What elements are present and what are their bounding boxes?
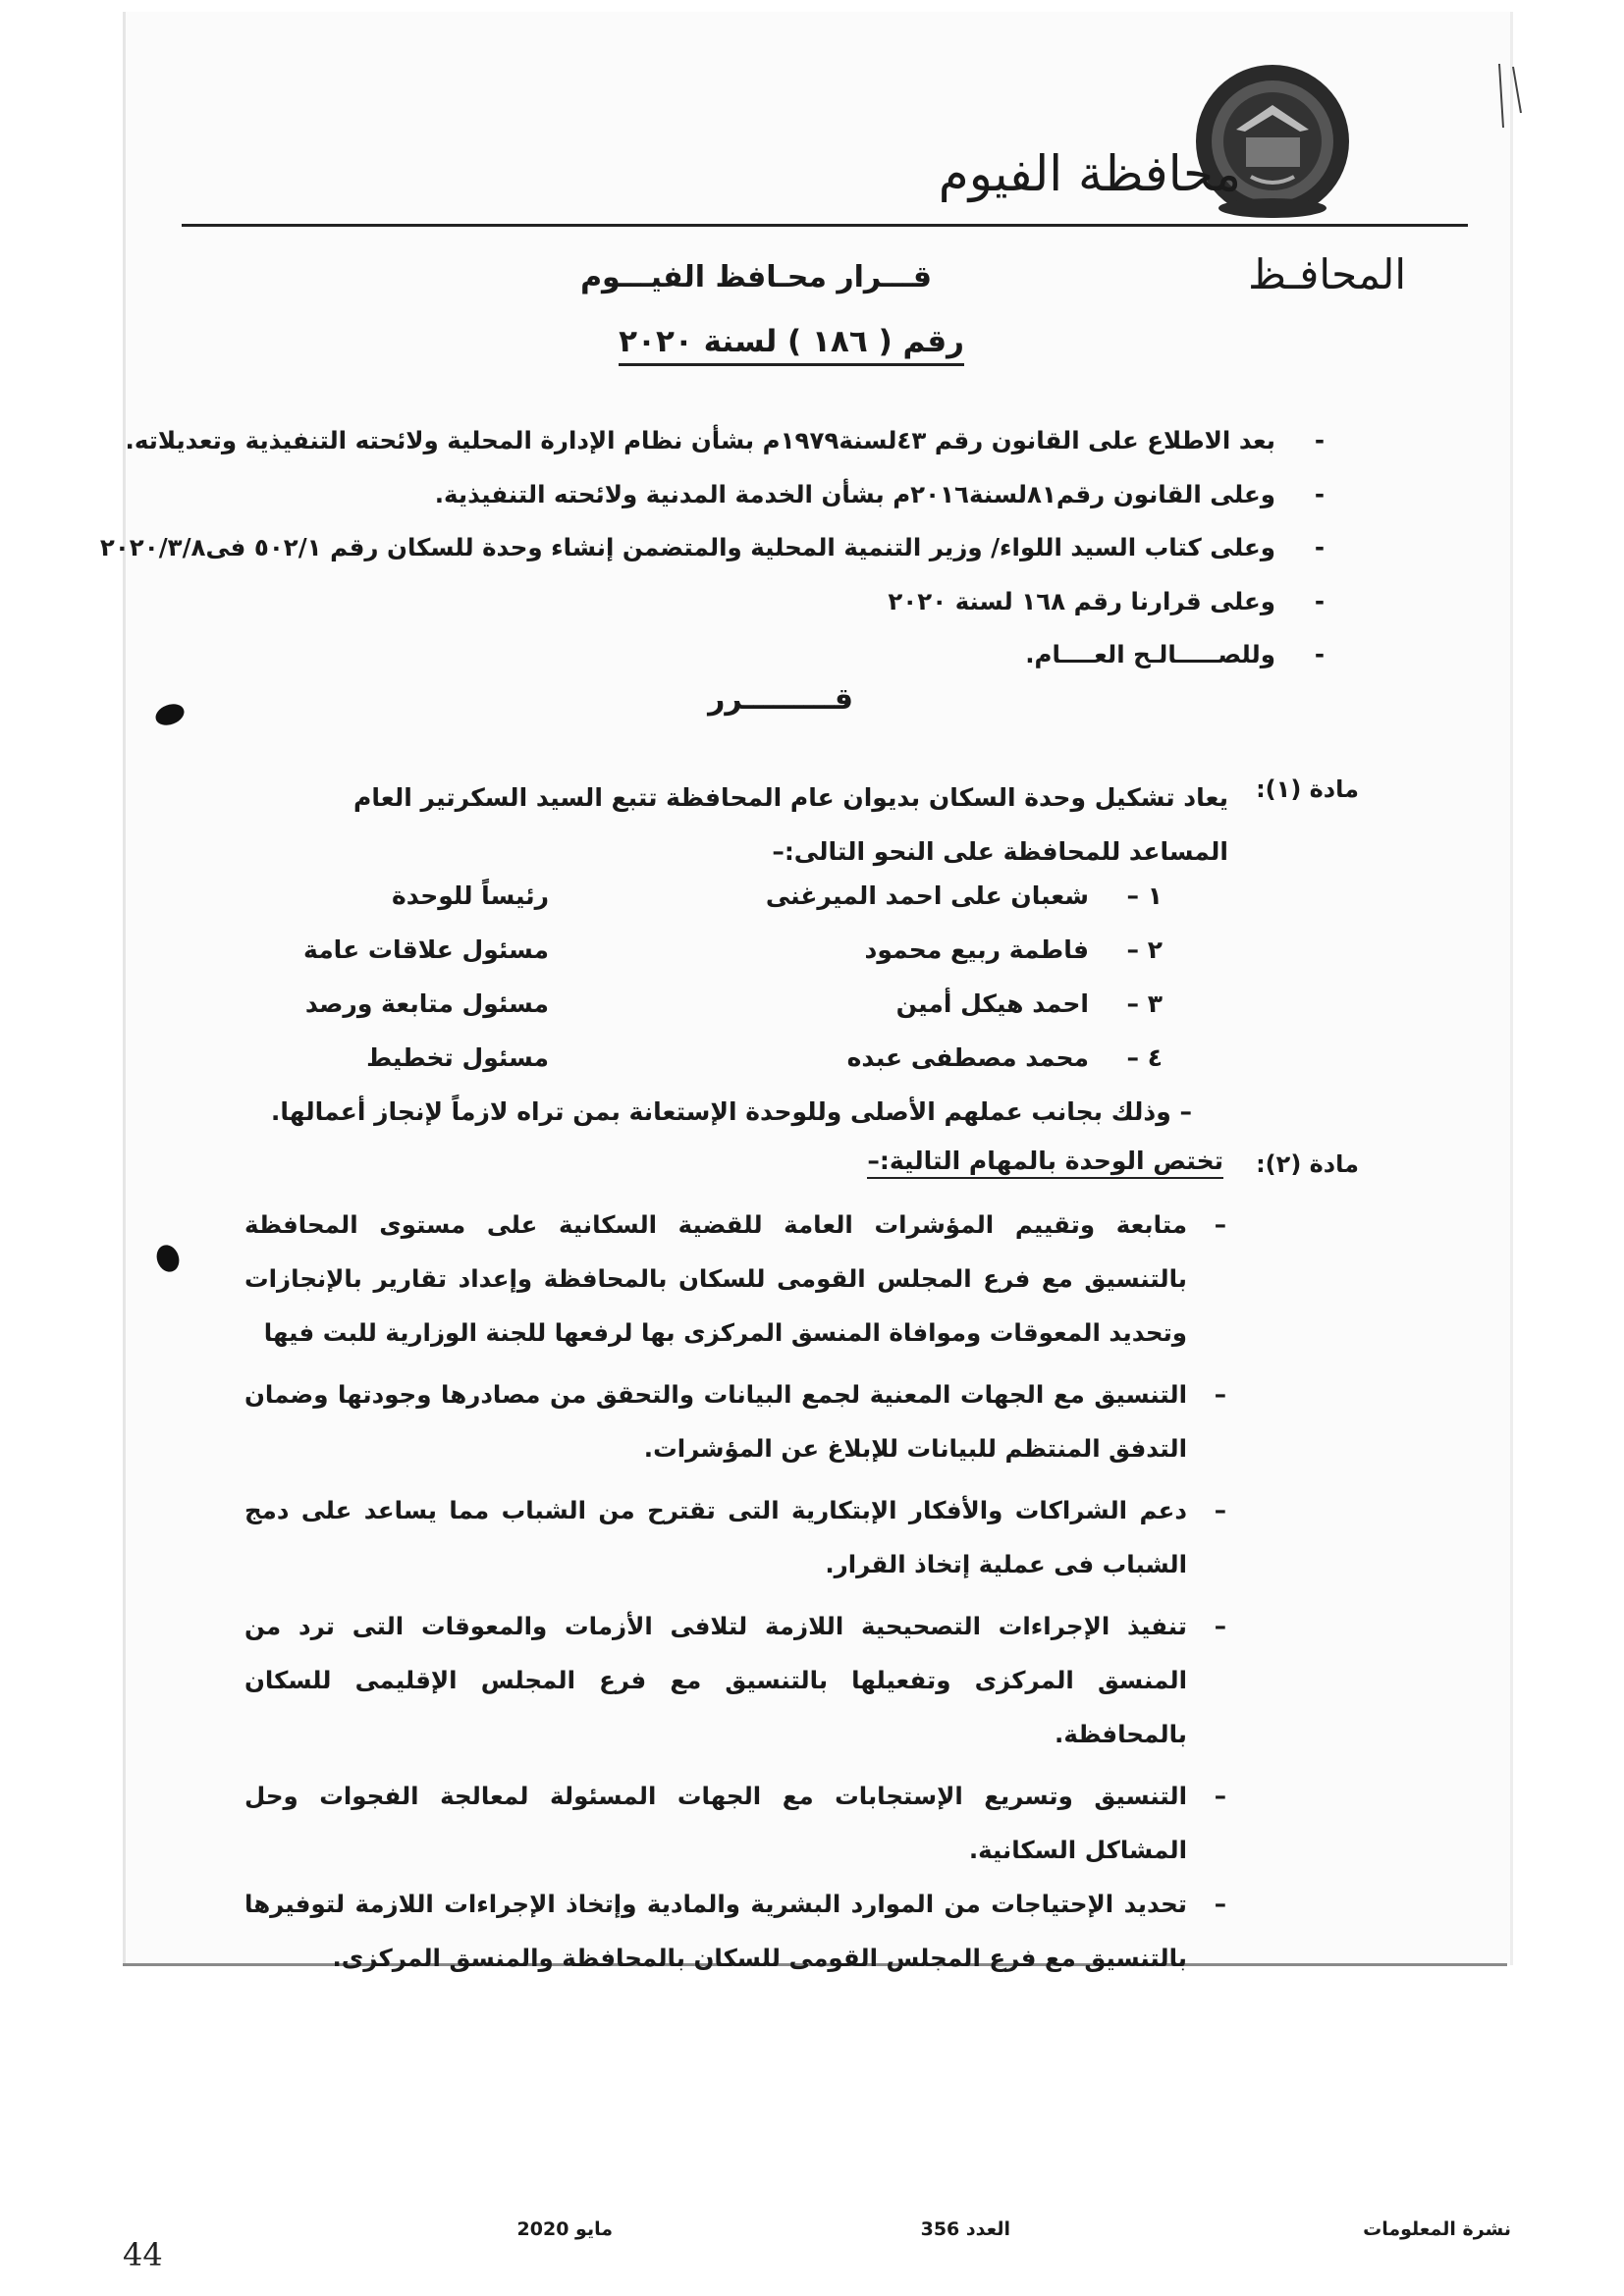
member-name: فاطمة ربيع محمود — [864, 935, 1089, 964]
preamble-item: - وللصـــــالـح العــــام. — [235, 628, 1325, 682]
decides-heading: قـــــــــرر — [708, 682, 853, 717]
preamble-item: - وعلى القانون رقم٨١لسنة٢٠١٦م بشأن الخدمة المدنية ولائحته التنفيذية. — [235, 468, 1325, 522]
member-role: رئيساً للوحدة — [392, 881, 549, 910]
task-item: – التنسيق مع الجهات المعنية لجمع البيانات والتحقق من مصادرها وجودتها وضمان التدفق المنتظم للبيانات للإبلاغ عن المؤشرات. — [244, 1367, 1226, 1475]
task-item: – التنسيق وتسريع الإستجابات مع الجهات المسئولة لمعالجة الفجوات وحل المشاكل السكانية. — [244, 1769, 1226, 1877]
task-item: – تحديد الإحتياجات من الموارد البشرية والمادية وإتخاذ الإجراءات اللازمة لتوفيرها بالتنسيق مع فرع المجلس القومى للسكان بالمحافظة والمنسق المركزى. — [244, 1877, 1226, 1985]
article-2-label: مادة (٢): — [1256, 1150, 1359, 1178]
member-index: ٢ – — [1126, 935, 1163, 964]
governor-title: المحافـظ — [1248, 250, 1406, 298]
footer-date: مايو 2020 — [516, 2218, 613, 2240]
article-2-tasks — [244, 1198, 1226, 1985]
governorate-name: محافظة الفيوم — [938, 145, 1241, 202]
article-2-title: تختص الوحدة بالمهام التالية:– — [867, 1147, 1223, 1179]
member-name: احمد هيكل أمين — [895, 989, 1089, 1018]
decree-number: رقم ( ١٨٦ ) لسنة ٢٠٢٠ — [619, 324, 964, 366]
preamble-item: - وعلى كتاب السيد اللواء/ وزير التنمية المحلية والمتضمن إنشاء وحدة للسكان رقم ٥٠٢/١ فى٢٠٢٠/٣/٨ — [235, 521, 1325, 575]
task-item: – دعم الشراكات والأفكار الإبتكارية التى تقترح من الشباب مما يساعد على دمج الشباب فى عملية إتخاذ القرار. — [244, 1483, 1226, 1591]
article-1-text: يعاد تشكيل وحدة السكان بديوان عام المحافظة تتبع السيد السكرتير العام المساعد للمحافظة على النحو التالى:– — [353, 783, 1228, 866]
member-index: ٤ – — [1126, 1043, 1163, 1072]
handwritten-mark-icon — [1491, 59, 1531, 137]
article-1-note: – وذلك بجانب عملهم الأصلى وللوحدة الإستعانة بمن تراه لازماً لإنجاز أعمالها. — [270, 1097, 1192, 1126]
page-number: 44 — [123, 2236, 163, 2273]
task-item: – متابعة وتقييم المؤشرات العامة للقضية السكانية على مستوى المحافظة بالتنسيق مع فرع المجلس القومى للسكان بالمحافظة وإعداد تقارير بالإنجازات وتحديد المعوقات وموافاة المنسق المركزى بها لرفعها للجنة الوزارية للبت فيها — [244, 1198, 1226, 1360]
footer-publication: نشرة المعلومات — [1363, 2218, 1511, 2240]
member-role: مسئول تخطيط — [366, 1043, 549, 1072]
task-item: – تنفيذ الإجراءات التصحيحية اللازمة لتلافى الأزمات والمعوقات التى ترد من المنسق المركزى وتفعيلها بالتنسيق مع فرع المجلس الإقليمى للسكان بالمحافظة. — [244, 1599, 1226, 1761]
member-role: مسئول متابعة ورصد — [304, 989, 549, 1018]
footer-issue: العدد 356 — [920, 2218, 1010, 2240]
preamble-item: - وعلى قرارنا رقم ١٦٨ لسنة ٢٠٢٠ — [235, 575, 1325, 629]
preamble-item: - بعد الاطلاع على القانون رقم ٤٣لسنة١٩٧٩م بشأن نظام الإدارة المحلية ولائحته التنفيذية وتعديلاته. — [235, 414, 1325, 468]
article-1-label: مادة (١): — [1256, 775, 1359, 803]
preamble-list — [99, 414, 1325, 682]
member-name: شعبان على احمد الميرغنى — [765, 881, 1089, 910]
member-name: محمد مصطفى عبده — [846, 1043, 1089, 1072]
member-index: ٣ – — [1126, 989, 1163, 1018]
decree-title: قـــرار محـافظ الفيـــوم — [580, 260, 932, 294]
member-role: مسئول علاقات عامة — [303, 935, 549, 964]
member-index: ١ – — [1126, 881, 1163, 910]
header-rule — [182, 224, 1468, 227]
